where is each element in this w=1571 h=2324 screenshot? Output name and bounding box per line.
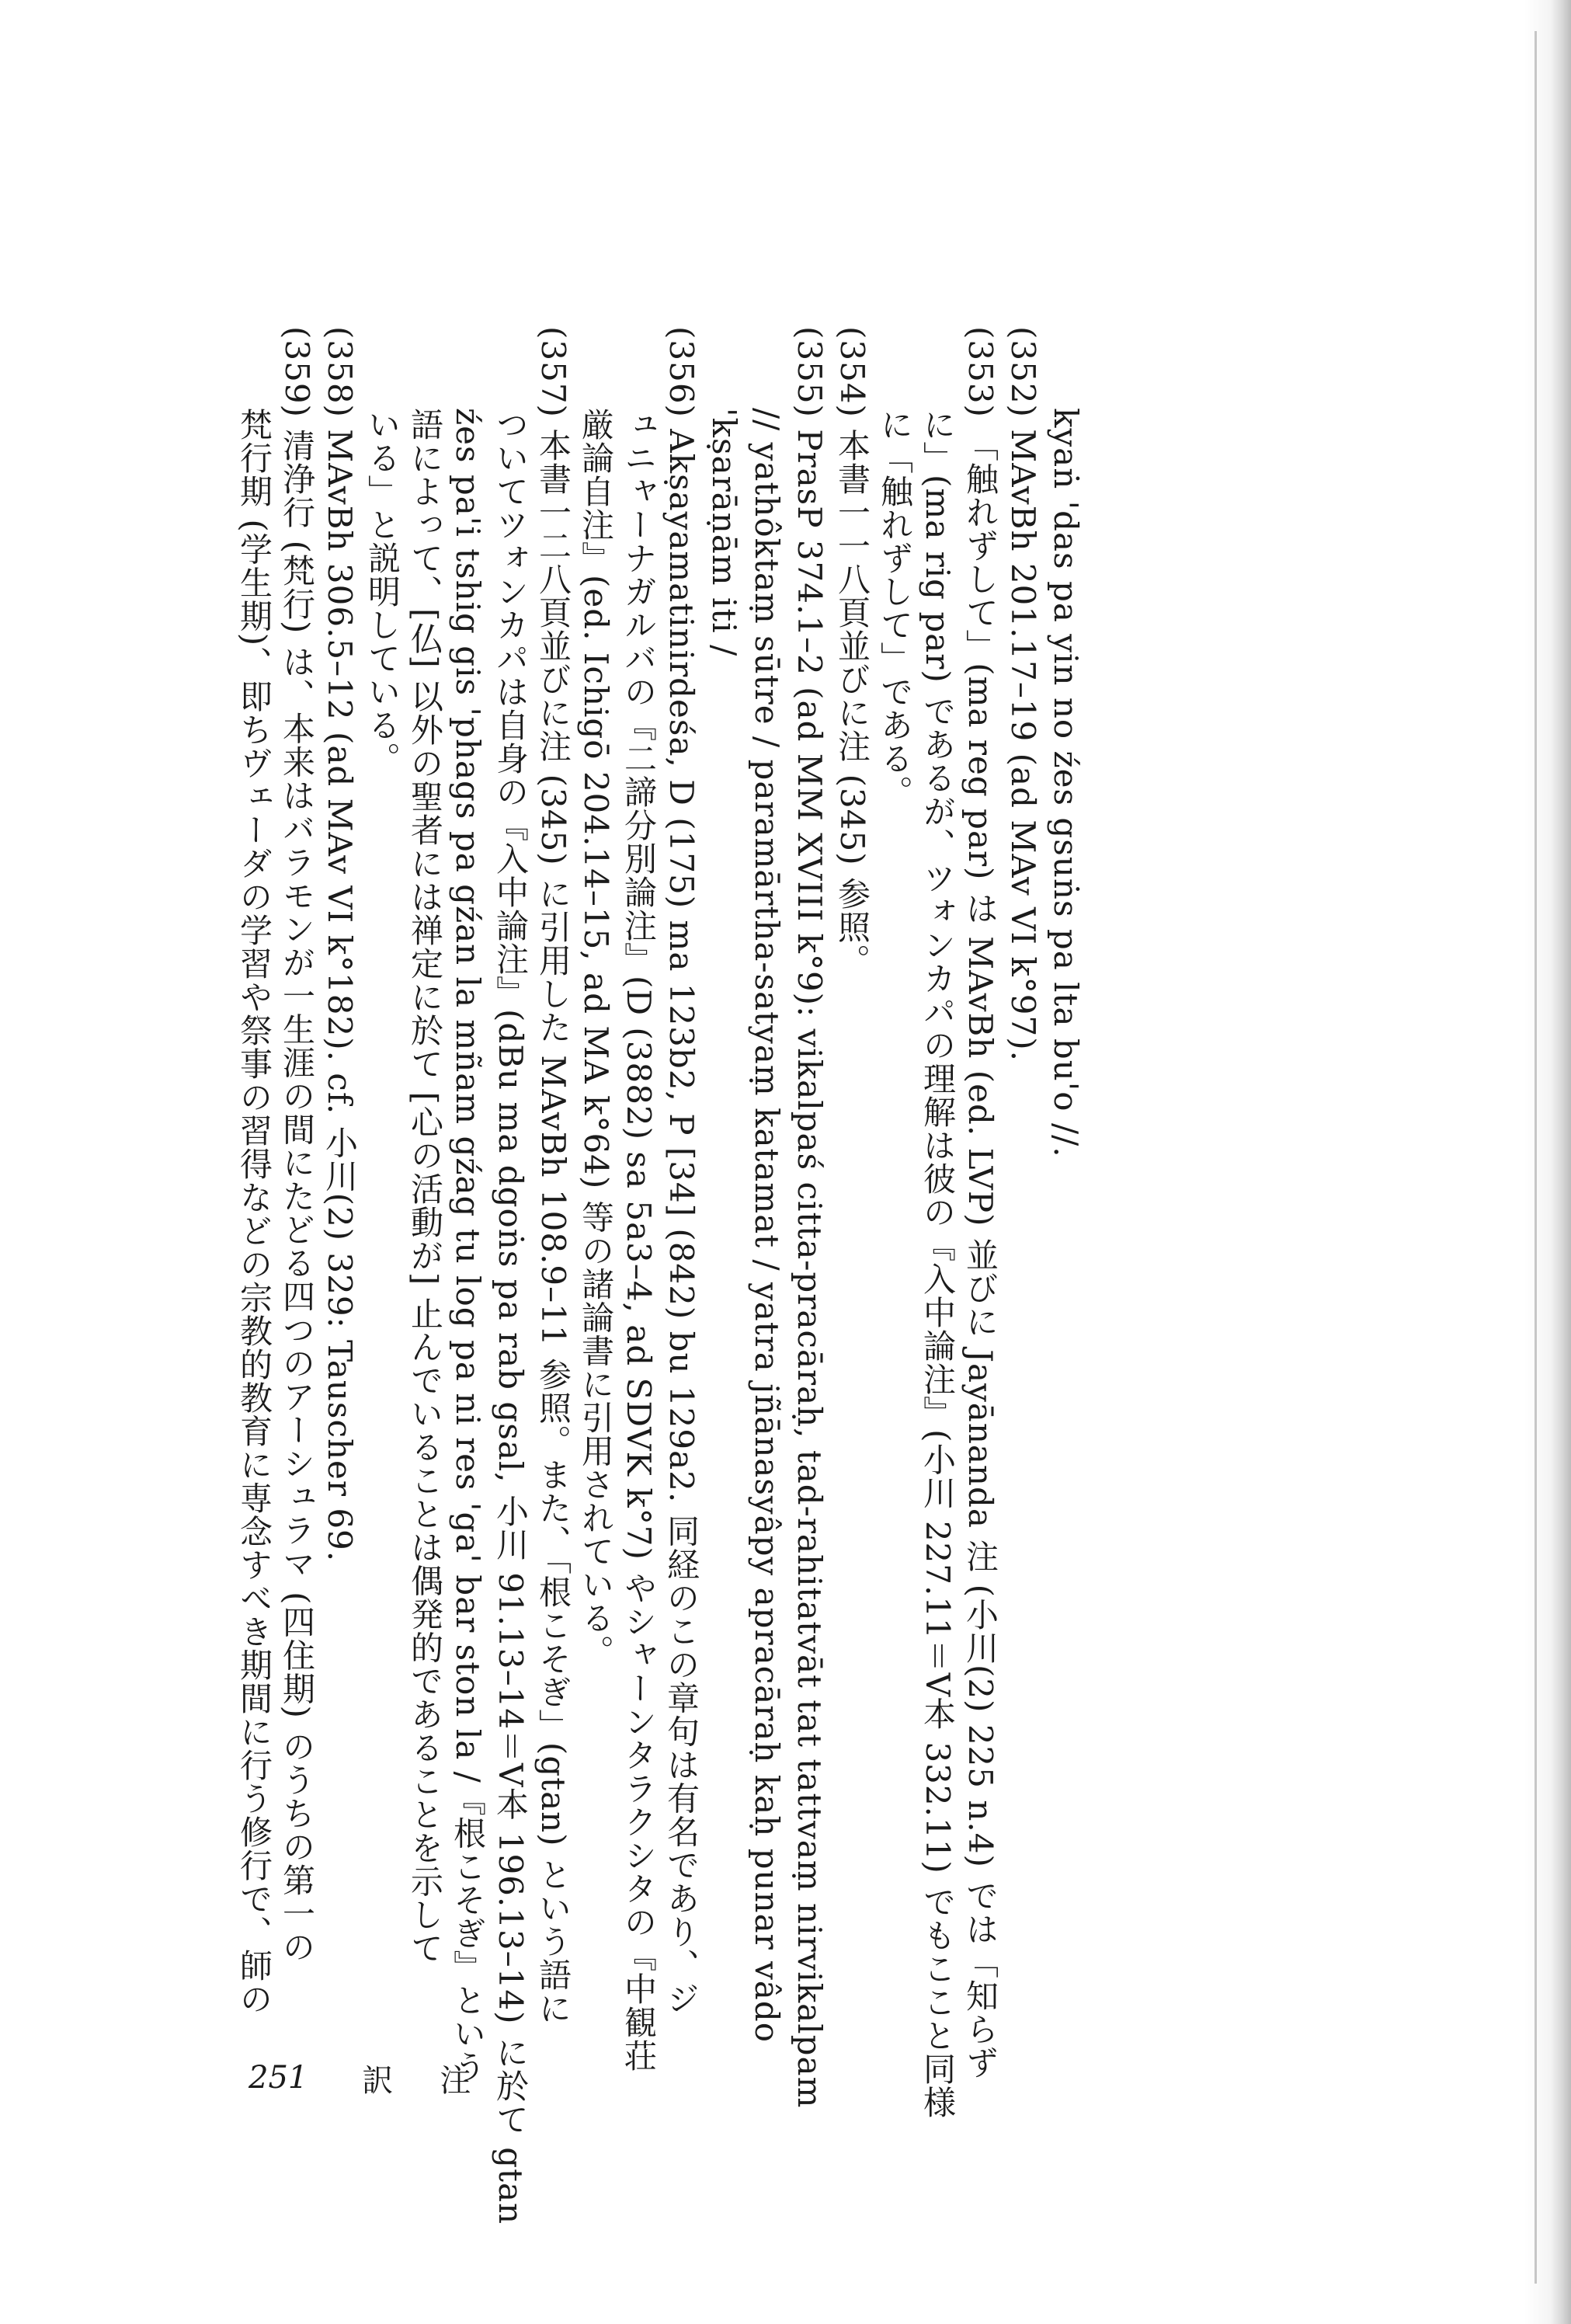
note-line-12: 厳論自注』(ed. Ichigō 204.14–15, ad MA k°64) 等の諸論書に引用されている。 — [577, 408, 615, 1668]
note-line-3: (353) 「触れずして」(ma reg par) は MAvBh (ed. LVP) 並びに Jayānanda 注 (小川(2) 225 n.4) では「知らず — [961, 326, 999, 2080]
scan-binding-line — [1535, 31, 1537, 2284]
note-line-8: // yathôktaṃ sūtre / paramārtha-satyaṃ katamat / yatra jñānasyâpy apracāraḥ kaḥ punar vâdo — [748, 408, 786, 2044]
scan-edge — [1524, 0, 1571, 2324]
page-footer — [249, 2051, 528, 2105]
note-line-4: に」(ma rig par) であるが、ツォンカパの理解は彼の『入中論注』(小川 227.11＝V本 332.11) でもここと同様 — [919, 408, 957, 2120]
note-line-14: ついてツォンカパは自身の『入中論注』(dBu ma dgoṅs pa rab gsal, 小川 91.13–14＝V本 196.13–14) に於て gtan — [492, 408, 530, 2225]
section-title: 訳注 — [362, 2062, 518, 2099]
note-line-1: kyaṅ 'das pa yin no źes gsuṅs pa lta bu'o //. — [1047, 408, 1085, 1158]
note-line-10: (356) Akṣayamatinirdeśa, D (175) ma 123b2, P [34] (842) bu 129a2. 同経のこの章句は有名であり、ジ — [662, 326, 700, 2016]
note-line-17: いる」と説明している。 — [363, 408, 401, 775]
page-number: 251 — [249, 2060, 308, 2096]
note-line-5: に「触れずして」である。 — [876, 408, 914, 809]
note-line-20: 梵行期 (学生期)、即ちヴェーダの学習や祭事の習得などの宗教的教育に専念すべき期間に行う修行で、師の — [235, 408, 273, 2016]
note-line-13: (357) 本書一二八頁並びに注 (345) に引用した MAvBh 108.9–11 参照。また、「根こそぎ」(gtan) という語に — [534, 326, 572, 2025]
note-line-2: (352) MAvBh 201.17–19 (ad MAv VI k°97). — [1004, 326, 1042, 1062]
note-line-7: (355) PrasP 374.1–2 (ad MM XVIII k°9): vikalpaś citta-pracāraḥ, tad-rahitatvāt tat tattvaṃ nirvikalpam — [791, 326, 829, 2109]
note-line-15: źes pa'i tshig gis 'phags pa gźan la mñam gźag tu log pa ni res 'ga' bar ston la /『根こそぎ』という — [449, 408, 487, 2084]
note-line-6: (354) 本書一一八頁並びに注 (345) 参照。 — [833, 326, 871, 977]
note-line-9: 'kṣarāṇām iti / — [705, 408, 743, 657]
note-line-19: (359) 清浄行 (梵行) は、本来はバラモンが一生涯の間にたどる四つのアーシュラマ (四住期) のうちの第一の — [278, 326, 316, 1964]
note-line-11: ュニャーナガルバの『二諦分別論注』(D (3882) sa 5a3–4, ad SDVK k°7) やシャーンタラクシタの『中観荘 — [620, 408, 658, 2073]
note-line-16: 語によって、[仏] 以外の聖者には禅定に於て [心の活動が] 止んでいることは偶発的であることを示して — [406, 408, 444, 1965]
note-line-18: (358) MAvBh 306.5–12 (ad MAv VI k°182). cf. 小川(2) 329: Tauscher 69. — [321, 326, 359, 1563]
